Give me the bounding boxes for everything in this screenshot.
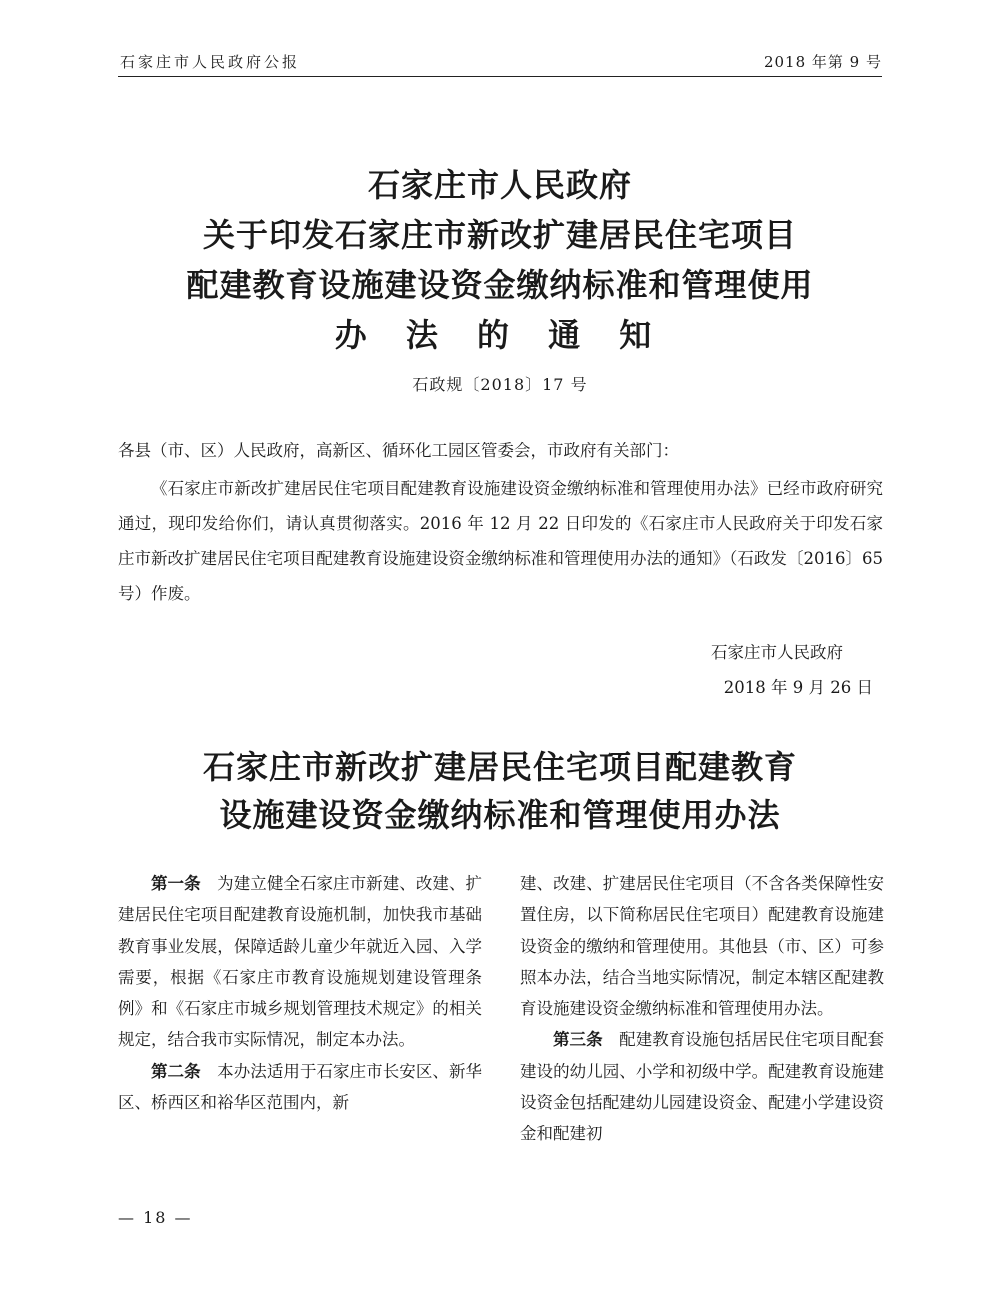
notice-title-line: 配建教育设施建设资金缴纳标准和管理使用 [186,266,814,304]
page-number: — 18 — [118,1208,193,1227]
article-3-text: 配建教育设施包括居民住宅项目配套建设的幼儿园、小学和初级中学。配建教育设施建设资金包括配建幼儿园建设资金、配建小学建设资金和配建初 [520,1030,885,1144]
issue-number: 2018 年第 9 号 [763,53,882,71]
document-number: 石政规〔2018〕17 号 [412,375,588,394]
measures-title-line: 设施建设资金缴纳标准和管理使用办法 [219,796,781,834]
signatory: 石家庄市人民政府 [711,643,843,662]
header-divider [118,76,882,77]
article-1-label: 第一条 [151,874,201,893]
article-2 [118,1056,482,1119]
article-1-text: 为建立健全石家庄市新建、改建、扩建居民住宅项目配建教育设施机制，加快我市基础教育事业发展，保障适龄儿童少年就近入园、入学需要，根据《石家庄市教育设施规划建设管理条例》和《石家庄市城乡规划管理技术规定》的相关规定，结合我市实际情况，制定本办法。 [118,874,483,1050]
article-2-text: 本办法适用于石家庄市长安区、新华区、桥西区和裕华区范围内，新 [118,1061,483,1113]
page-header [120,51,882,77]
notice-title-line: 关于印发石家庄市新改扩建居民住宅项目 [202,216,797,254]
left-column [118,868,482,1118]
article-3 [520,1024,884,1149]
publication-name: 石家庄市人民政府公报 [120,53,301,71]
article-3-label: 第三条 [553,1030,603,1050]
issue-date: 2018 年 9 月 26 日 [723,678,873,697]
article-1 [118,868,482,1056]
notice-title-line: 办 法 的 通 知 [334,316,666,354]
measures-title [0,743,1000,839]
measures-title-line: 石家庄市新改扩建居民住宅项目配建教育 [202,748,797,786]
notice-body: 《石家庄市新改扩建居民住宅项目配建教育设施建设资金缴纳标准和管理使用办法》已经市政府研究通过，现印发给你们，请认真贯彻落实。2016 年 12 月 22 日印发的《石家庄市人民政府关于印发石家庄市新改扩建居民住宅项目配建教育设施建设资金缴纳标准和管理使用办法的通知》（石政发〔2016〕65 号）作废。 [118,479,883,603]
article-2-continued: 建、改建、扩建居民住宅项目（不含各类保障性安置住房，以下简称居民住宅项目）配建教育设施建设资金的缴纳和管理使用。其他县（市、区）可参照本办法，结合当地实际情况，制定本辖区配建教育设施建设资金缴纳标准和管理使用办法。 [520,874,884,1019]
right-column [520,868,884,1150]
notice-title-line: 石家庄市人民政府 [367,166,632,204]
article-2-label: 第二条 [151,1061,201,1081]
addressee: 各县（市、区）人民政府，高新区、循环化工园区管委会，市政府有关部门： [118,441,679,460]
notice-title [0,160,1000,360]
